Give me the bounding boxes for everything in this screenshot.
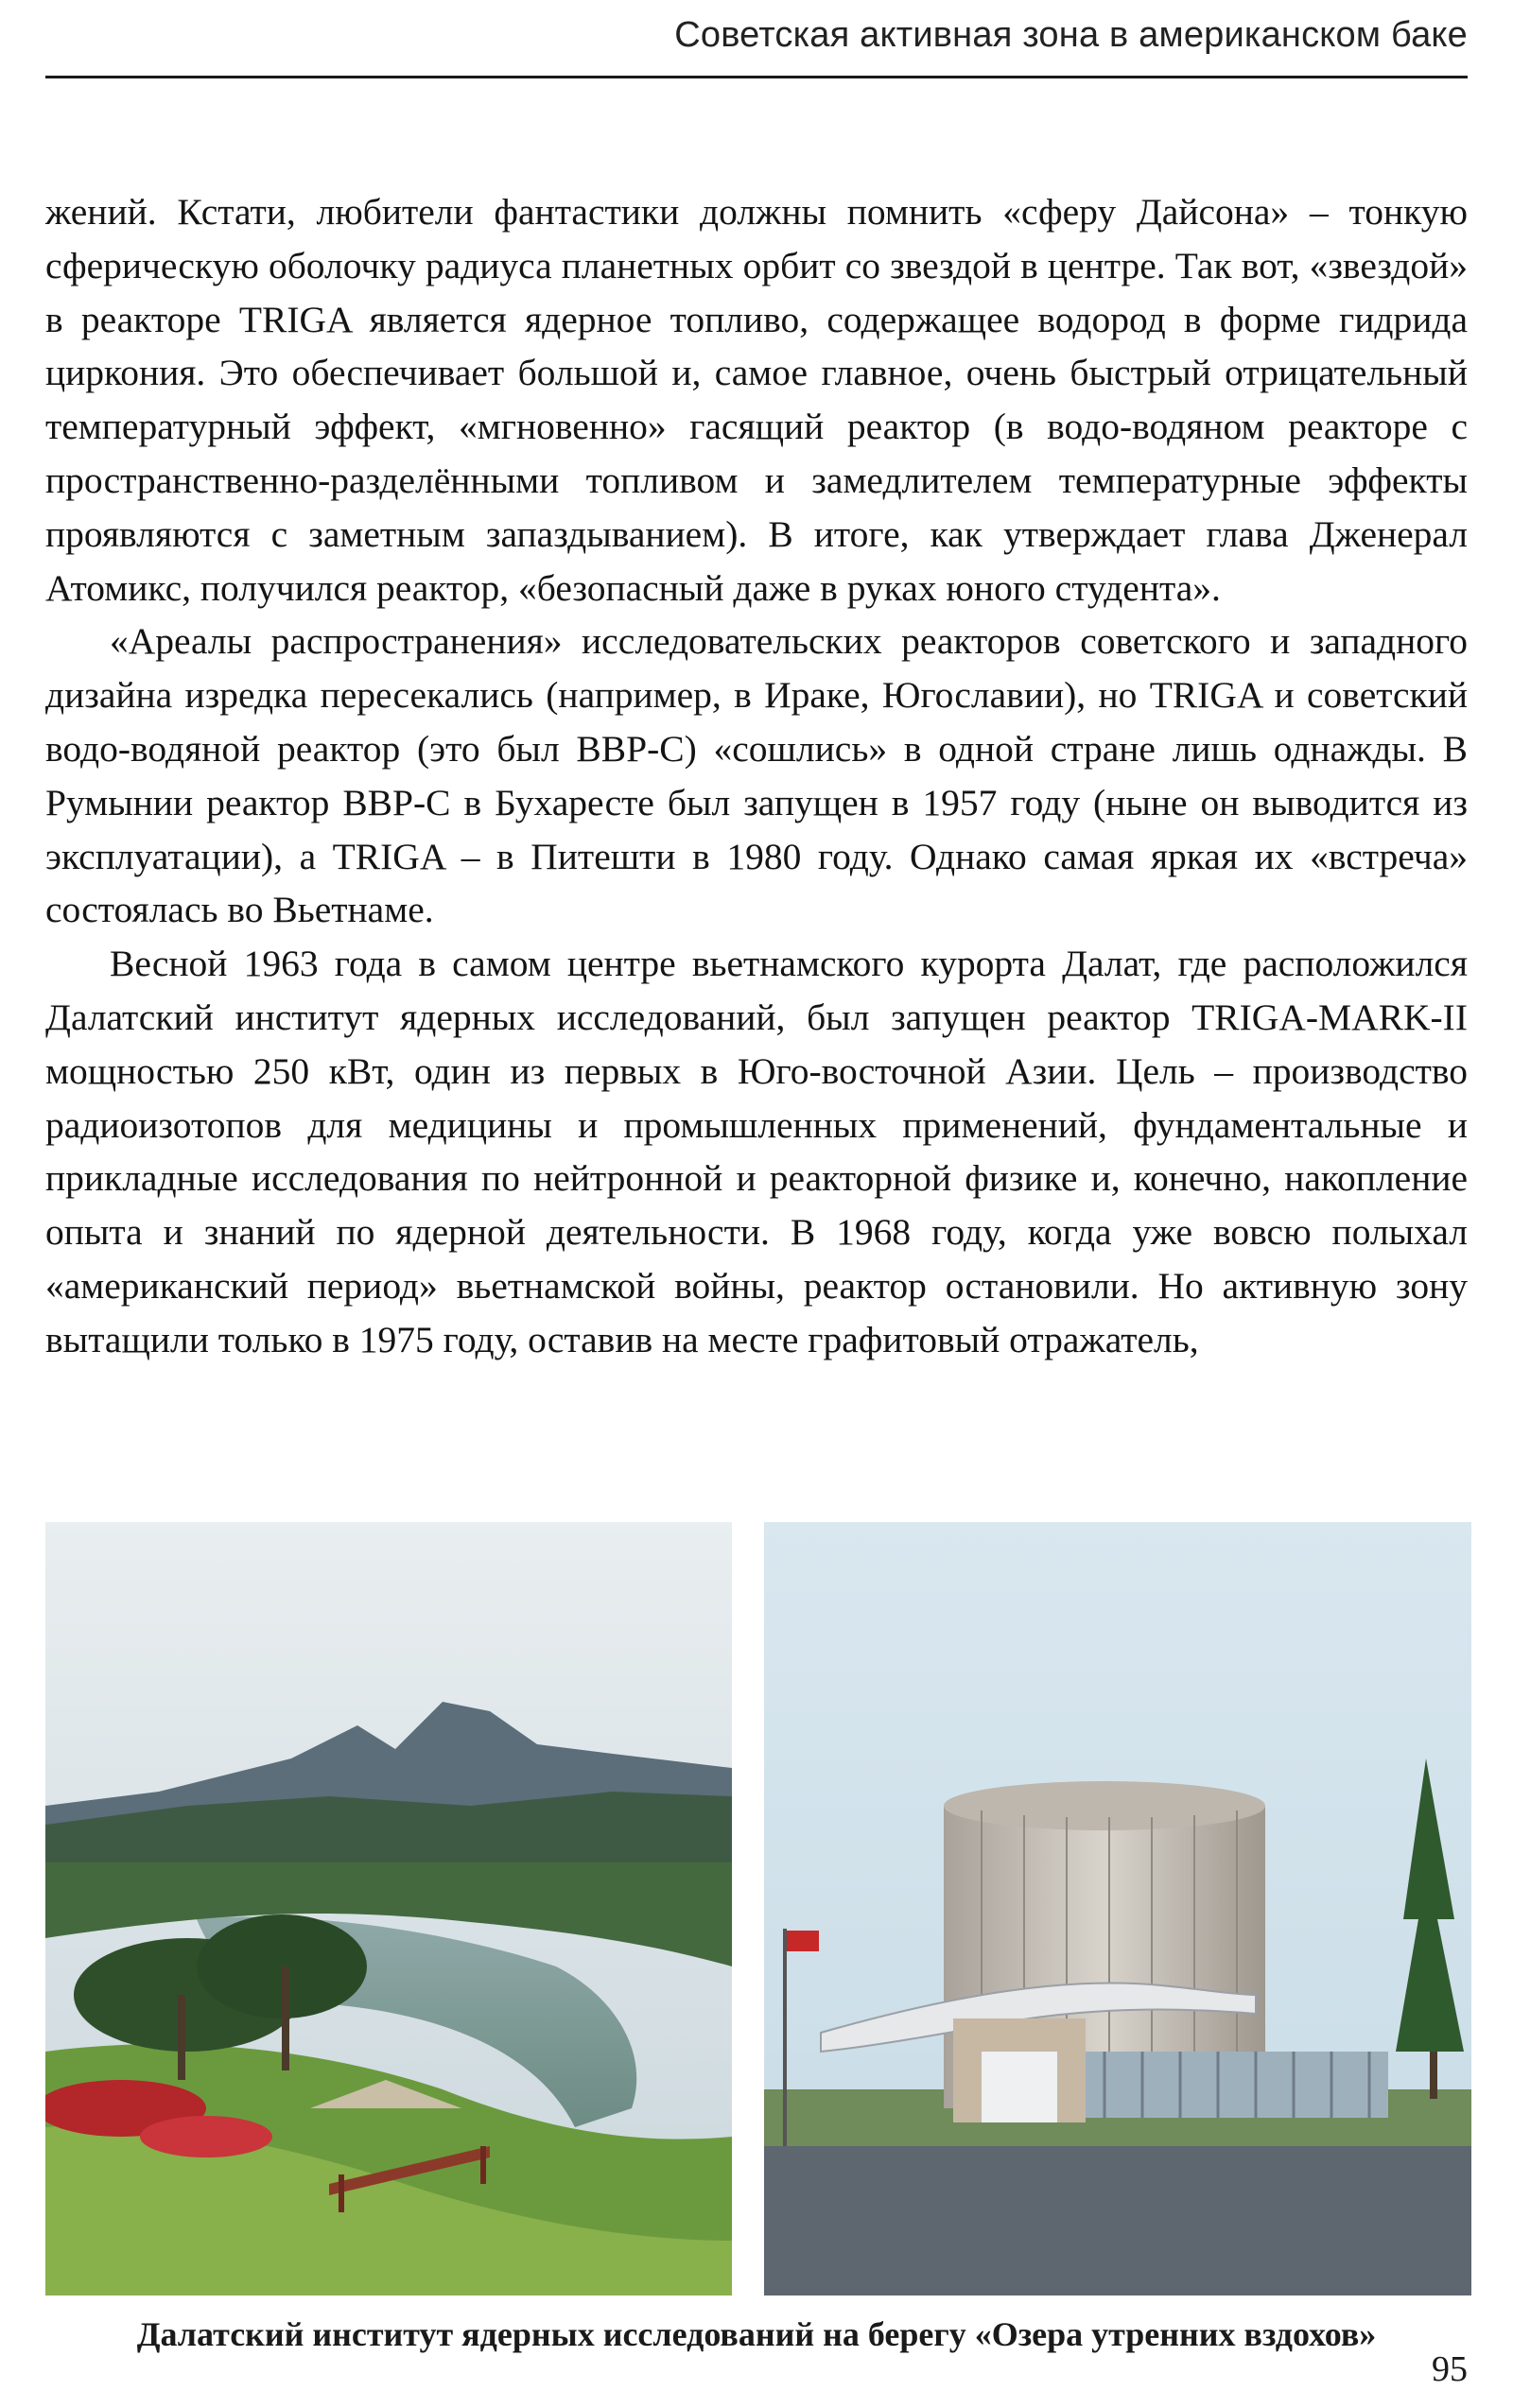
- running-title: Советская активная зона в американском баке: [674, 15, 1468, 55]
- photo-lake-landscape: [45, 1522, 732, 2295]
- figure: [45, 1522, 1471, 2295]
- paragraph: «Ареалы распространения» исследовательских реакторов советского и западного дизайна изредка пересекались (например, в Ираке, Югославии), но TRIGA и советский водо-водяной реактор (это был ВВР-С) «сошлись» в одной стране лишь однажды. В Румынии реактор ВВР-С в Бухаресте был запущен в 1957 году (ныне он выводится из эксплуатации), а TRIGA – в Питешти в 1980 году. Однако самая яркая их «встреча» состоялась во Вьетнаме.: [45, 620, 1468, 931]
- paragraph: жений. Кстати, любители фантастики должны помнить «сферу Дайсона» – тонкую сферическую оболочку радиуса планетных орбит со звездой в центре. Так вот, «звездой» в реакторе TRIGA является ядерное топливо, содержащее водород в форме гидрида циркония. Это обеспечивает большой и, самое главное, очень быстрый отрицательный температурный эффект, «мгновенно» гасящий реактор (в водо-водяном реакторе с пространственно-разделёнными топливом и замедлителем температурные эффекты проявляются с заметным запаздыванием). В итоге, как утверждает глава Дженерал Атомикс, получился реактор, «безопасный даже в руках юного студента».: [45, 191, 1468, 609]
- page-header: [45, 0, 1468, 78]
- paragraph: Весной 1963 года в самом центре вьетнамского курорта Далат, где расположился Далатский институт ядерных исследований, был запущен реактор TRIGA-MARK-II мощностью 250 кВт, один из первых в Юго-восточной Азии. Цель – производство радиоизотопов для медицины и промышленных применений, фундаментальные и прикладные исследования по нейтронной и реакторной физике и, конечно, накопление опыта и знаний по ядерной деятельности. В 1968 году, когда уже вовсю полыхал «американский период» вьетнамской войны, реактор остановили. Но активную зону вытащили только в 1975 году, оставив на месте графитовый отражатель,: [45, 943, 1468, 1360]
- photo-reactor-building: [764, 1522, 1471, 2295]
- page-number: 95: [1432, 2349, 1468, 2389]
- figure-caption: Далатский институт ядерных исследований на берегу «Озера утренних вздохов»: [136, 2315, 1377, 2353]
- reactor-building-illustration: [764, 1522, 1471, 2295]
- lake-landscape-illustration: [45, 1522, 732, 2295]
- body-text: [45, 185, 1468, 1367]
